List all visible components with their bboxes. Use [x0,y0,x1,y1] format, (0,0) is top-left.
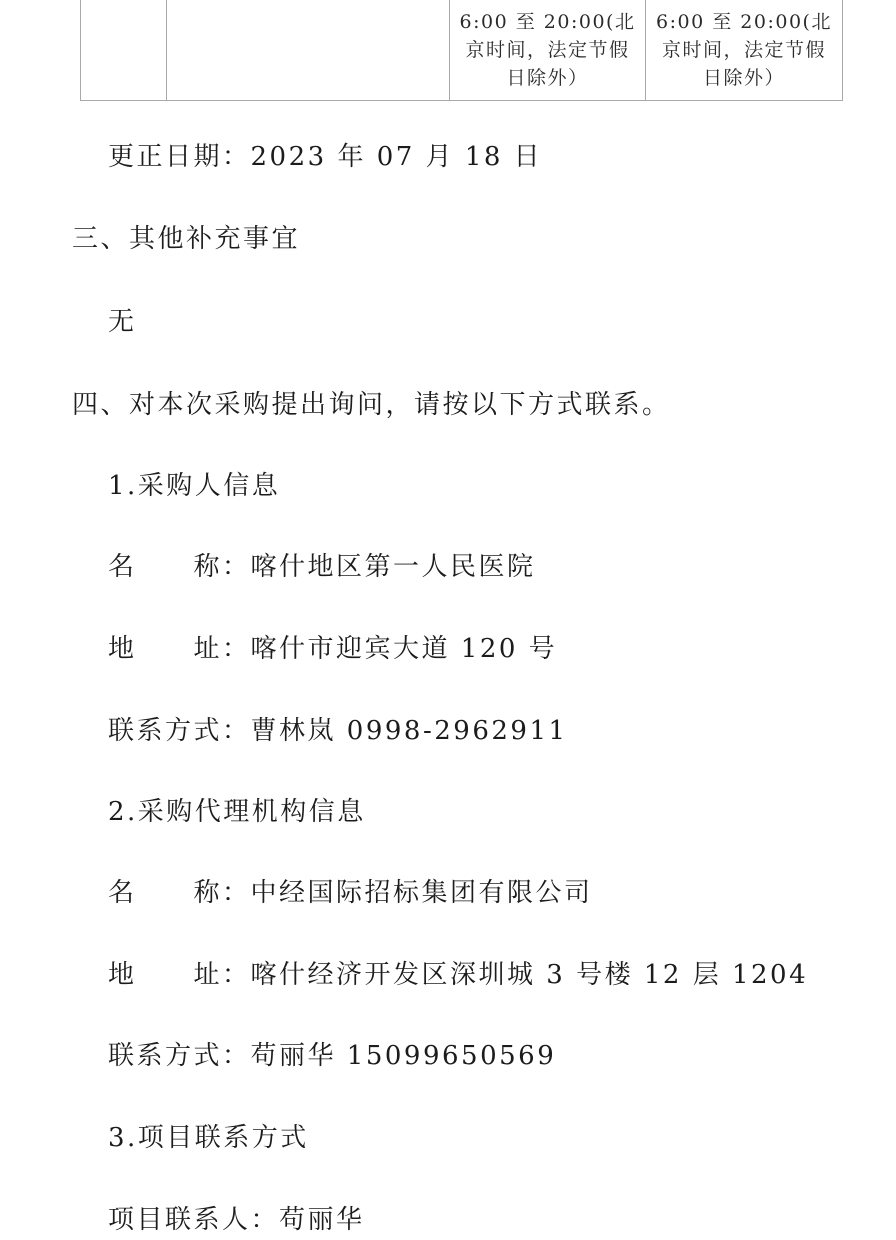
purchaser-address-value: 喀什市迎宾大道 120 号 [250,634,558,664]
purchaser-contact-value: 曹林岚 0998-2962911 [250,716,568,746]
agency-name [108,875,593,911]
cell-text-line: 6:00 至 20:00(北 [459,11,636,33]
agency-address-value: 喀什经济开发区深圳城 3 号楼 12 层 1204 [250,960,809,990]
agency-address [108,957,808,993]
cell-text-line: 日除外） [506,67,589,89]
agency-contact-label: 联系方式： [108,1041,251,1071]
agency-name-value: 中经国际招标集团有限公司 [250,878,593,908]
correction-date-value: 2023 年 07 月 18 日 [250,142,543,172]
agency-contact-value: 苟丽华 15099650569 [250,1041,557,1071]
cell-text-line: 日除外） [702,67,785,89]
correction-date-label: 更正日期： [108,142,251,172]
project-contact-label: 项目联系人： [108,1205,280,1235]
correction-date [108,139,542,175]
purchaser-address-label: 地 址： [108,634,251,664]
table-cell-time-corrected [646,0,843,101]
cell-text-line: 京时间，法定节假 [661,39,826,61]
table-cell [81,0,167,101]
table-cell-time-original [450,0,646,101]
project-contact-title: 3.项目联系方式 [108,1123,309,1153]
section3-body: 无 [108,307,137,337]
agency-name-label: 名 称： [108,878,251,908]
purchaser-title: 1.采购人信息 [108,471,281,501]
agency-address-label: 地 址： [108,960,251,990]
purchaser-name-label: 名 称： [108,552,251,582]
section3-heading: 三、其他补充事宜 [72,224,301,254]
project-contact-value: 苟丽华 [279,1205,365,1235]
purchaser-name [108,549,536,585]
project-contact-person [108,1202,365,1238]
purchaser-contact [108,713,568,749]
purchaser-address [108,631,557,667]
table-cell [167,0,450,101]
section4-heading: 四、对本次采购提出询问，请按以下方式联系。 [72,390,671,420]
cell-text-line: 京时间，法定节假 [465,39,630,61]
agency-title: 2.采购代理机构信息 [108,797,366,827]
table-row [81,0,843,101]
cell-text-line: 6:00 至 20:00(北 [656,11,832,33]
purchaser-name-value: 喀什地区第一人民医院 [250,552,536,582]
purchaser-contact-label: 联系方式： [108,716,251,746]
agency-contact [108,1038,556,1074]
service-time-table-fragment [80,0,843,101]
